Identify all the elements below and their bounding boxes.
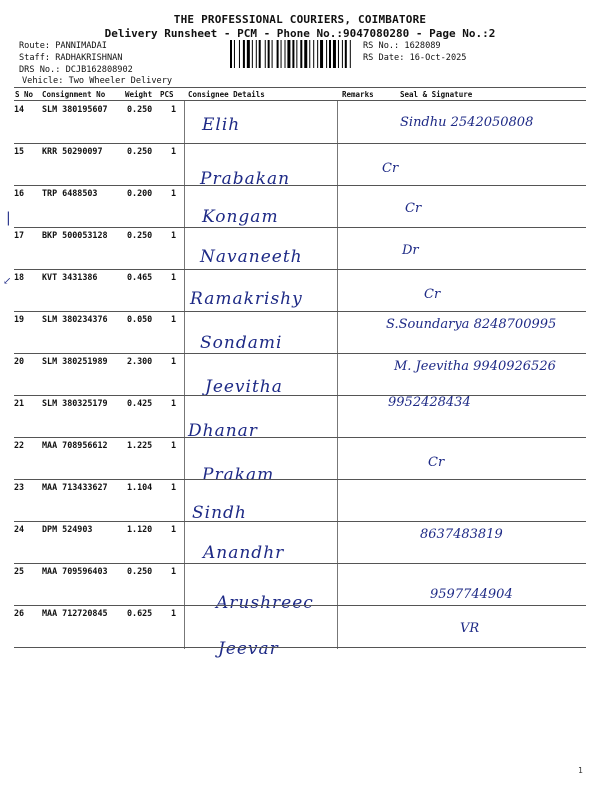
row-signature-handwriting: Dr: [402, 243, 419, 258]
row-pcs: 1: [171, 188, 177, 198]
row-pcs: 1: [171, 230, 177, 240]
header-sno: S No: [15, 90, 34, 99]
row-divider: [14, 437, 586, 438]
row-weight: 2.300: [127, 356, 153, 366]
row-sno: 15: [14, 146, 25, 156]
row-pcs: 1: [171, 104, 177, 114]
row-weight: 0.200: [127, 188, 153, 198]
row-divider: [14, 227, 586, 228]
row-divider: [14, 353, 586, 354]
row-signature-handwriting: Cr: [382, 161, 399, 176]
row-sno: 16: [14, 188, 25, 198]
row-signature-handwriting: 9597744904: [430, 587, 513, 602]
row-weight: 1.225: [127, 440, 153, 450]
row-signature-handwriting: Sindhu 2542050808: [400, 115, 534, 130]
row-consignment-no: MAA 708956612: [42, 440, 108, 450]
row-signature-handwriting: M. Jeevitha 9940926526: [394, 359, 556, 374]
vehicle-label: Vehicle: Two Wheeler Delivery: [22, 76, 173, 86]
row-consignee-handwriting: Kongam: [202, 207, 279, 227]
row-pcs: 1: [171, 566, 177, 576]
row-divider: [14, 605, 586, 606]
row-weight: 0.250: [127, 146, 153, 156]
row-weight: 0.465: [127, 272, 153, 282]
row-consignee-handwriting: Arushreec: [216, 593, 314, 613]
row-weight: 0.250: [127, 566, 153, 576]
row-pcs: 1: [171, 440, 177, 450]
rs-number: RS No.: 1628089: [363, 41, 441, 51]
row-pcs: 1: [171, 146, 177, 156]
row-sno: 23: [14, 482, 25, 492]
row-consignment-no: BKP 500053128: [42, 230, 108, 240]
row-weight: 0.425: [127, 398, 153, 408]
row-sno: 26: [14, 608, 25, 618]
row-weight: 0.625: [127, 608, 153, 618]
rs-date: RS Date: 16-Oct-2025: [363, 53, 467, 63]
row-signature-handwriting: 8637483819: [420, 527, 503, 542]
row-weight: 0.250: [127, 104, 153, 114]
row-consignment-no: SLM 380234376: [42, 314, 108, 324]
row-divider: [14, 185, 586, 186]
row-pcs: 1: [171, 398, 177, 408]
header-consignee: Consignee Details: [188, 90, 265, 99]
row-sno: 17: [14, 230, 25, 240]
page-corner-mark: 1: [578, 766, 583, 775]
row-consignee-handwriting: Jeevar: [218, 639, 279, 659]
row-sno: 14: [14, 104, 25, 114]
row-consignee-handwriting: Prabakan: [200, 169, 291, 189]
row-signature-handwriting: 9952428434: [388, 395, 471, 410]
row-divider: [14, 143, 586, 144]
row-signature-handwriting: Cr: [424, 287, 441, 302]
row-pcs: 1: [171, 356, 177, 366]
row-sno: 24: [14, 524, 25, 534]
page-subtitle: Delivery Runsheet - PCM - Phone No.:9047080280 - Page No.:2: [104, 27, 496, 40]
row-consignment-no: SLM 380195607: [42, 104, 108, 114]
row-sno: 20: [14, 356, 25, 366]
row-weight: 1.120: [127, 524, 153, 534]
row-sno: 21: [14, 398, 25, 408]
row-pcs: 1: [171, 524, 177, 534]
row-consignee-handwriting: Anandhr: [203, 543, 285, 563]
margin-pen-mark: ↙: [3, 276, 12, 287]
row-consignee-handwriting: Navaneeth: [200, 247, 303, 267]
consignee-column-divider: [184, 101, 185, 649]
row-sno: 22: [14, 440, 25, 450]
row-sno: 25: [14, 566, 25, 576]
header-pcs: PCS: [160, 90, 174, 99]
row-weight: 0.250: [127, 230, 153, 240]
row-weight: 0.050: [127, 314, 153, 324]
row-signature-handwriting: Cr: [405, 201, 422, 216]
row-consignment-no: MAA 712720845: [42, 608, 108, 618]
row-consignee-handwriting: Dhanar: [188, 421, 258, 441]
row-pcs: 1: [171, 314, 177, 324]
row-signature-handwriting: Cr: [428, 455, 445, 470]
row-consignee-handwriting: Ramakrishy: [190, 289, 303, 309]
barcode-image: [230, 40, 360, 68]
row-signature-handwriting: S.Soundarya 8248700995: [386, 317, 557, 332]
header-weight: Weight: [125, 90, 153, 99]
row-consignee-handwriting: Jeevitha: [205, 377, 283, 397]
row-consignment-no: TRP 6488503: [42, 188, 98, 198]
row-divider: [14, 563, 586, 564]
row-pcs: 1: [171, 608, 177, 618]
row-consignment-no: KRR 50290097: [42, 146, 103, 156]
row-weight: 1.104: [127, 482, 153, 492]
header-seal-signature: Seal & Signature: [400, 90, 473, 99]
row-consignment-no: SLM 380325179: [42, 398, 108, 408]
margin-pen-mark: |: [6, 210, 11, 226]
header-consignment: Consignment No: [42, 90, 106, 99]
remarks-column-divider: [337, 101, 338, 649]
row-consignee-handwriting: Sindh: [192, 503, 247, 523]
row-divider: [14, 647, 586, 648]
row-divider: [14, 479, 586, 480]
header-bottom-border: [14, 100, 586, 101]
staff-label: Staff: RADHAKRISHNAN: [19, 53, 123, 63]
row-divider: [14, 521, 586, 522]
row-pcs: 1: [171, 272, 177, 282]
row-consignee-handwriting: Prakam: [202, 465, 275, 485]
row-consignment-no: MAA 713433627: [42, 482, 108, 492]
row-sno: 18: [14, 272, 25, 282]
row-sno: 19: [14, 314, 25, 324]
row-signature-handwriting: VR: [460, 621, 480, 636]
row-consignee-handwriting: Sondami: [200, 333, 283, 353]
page-title: THE PROFESSIONAL COURIERS, COIMBATORE: [173, 13, 427, 26]
row-consignment-no: MAA 709596403: [42, 566, 108, 576]
header-remarks: Remarks: [342, 90, 374, 99]
row-consignee-handwriting: Elih: [202, 115, 241, 135]
row-consignment-no: SLM 380251989: [42, 356, 108, 366]
route-label: Route: PANNIMADAI: [19, 41, 107, 51]
row-consignment-no: KVT 3431386: [42, 272, 98, 282]
table-top-border: [14, 87, 586, 88]
row-consignment-no: DPM 524903: [42, 524, 93, 534]
row-divider: [14, 311, 586, 312]
row-pcs: 1: [171, 482, 177, 492]
row-divider: [14, 269, 586, 270]
row-divider: [14, 395, 586, 396]
drs-label: DRS No.: DCJB162808902: [19, 65, 133, 75]
